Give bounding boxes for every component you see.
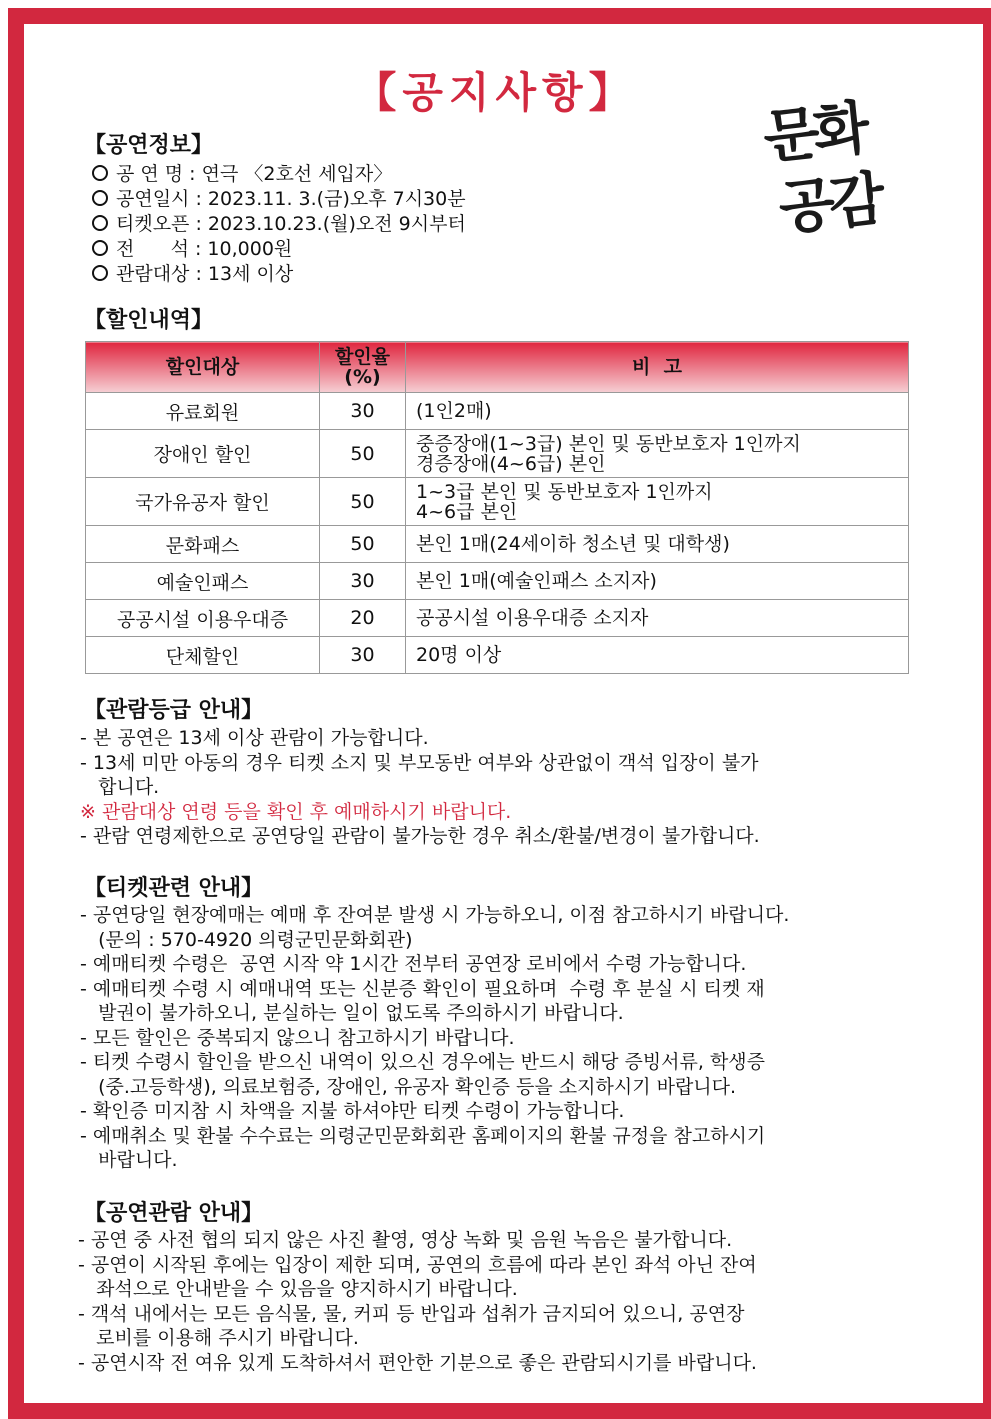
header-rate: 할인율 (%)	[320, 342, 406, 393]
table-row	[86, 393, 909, 430]
cell-note: 1~3급 본인 및 동반보호자 1인까지 4~6급 본인	[406, 478, 909, 526]
circle-bullet-icon	[92, 265, 108, 281]
table-row	[86, 526, 909, 563]
list-item: - 객석 내에서는 모든 음식물, 물, 커피 등 반입과 섭취가 금지되어 있으니, 공연장	[78, 1302, 745, 1325]
cell-note: (1인2매)	[406, 393, 909, 430]
list-item: - 예매취소 및 환불 수수료는 의령군민문화회관 홈페이지의 환불 규정을 참고하시기	[80, 1124, 766, 1147]
list-item: 좌석으로 안내받을 수 있음을 양지하시기 바랍니다.	[78, 1278, 518, 1300]
cell-target: 유료회원	[86, 393, 320, 430]
cell-target: 문화패스	[86, 526, 320, 563]
cell-target: 장애인 할인	[86, 430, 320, 478]
table-row	[86, 430, 909, 478]
list-item: - 공연 중 사전 협의 되지 않은 사진 촬영, 영상 녹화 및 음원 녹음은 불가합니다.	[78, 1229, 733, 1251]
discount-table	[85, 341, 909, 674]
cell-rate: 20	[320, 600, 406, 637]
calligraphy-logo	[760, 91, 886, 262]
circle-bullet-icon	[92, 215, 108, 231]
table-row	[86, 600, 909, 637]
cell-rate: 30	[320, 393, 406, 430]
list-item: - 예매티켓 수령은 공연 시작 약 1시간 전부터 공연장 로비에서 수령 가능합니다.	[80, 953, 747, 975]
cell-note: 공공시설 이용우대증 소지자	[406, 600, 909, 637]
table-header-row	[86, 342, 909, 393]
list-item: - 예매티켓 수령 시 예매내역 또는 신분증 확인이 필요하며 수령 후 분실 시 티켓 재	[80, 977, 765, 1000]
cell-target: 예술인패스	[86, 563, 320, 600]
table-row	[86, 563, 909, 600]
list-item: (문의 : 570-4920 의령군민문화회관)	[80, 928, 413, 951]
cell-rate: 30	[320, 637, 406, 674]
rating-list	[80, 726, 920, 849]
list-item: 바랍니다.	[80, 1149, 178, 1171]
list-item: 발권이 불가하오니, 분실하는 일이 없도록 주의하시기 바랍니다.	[80, 1002, 624, 1024]
viewing-heading: 【공연관람 안내】	[84, 1201, 264, 1226]
list-item: - 티켓 수령시 할인을 받으신 내역이 있으신 경우에는 반드시 해당 증빙서류, 학생증	[80, 1051, 766, 1073]
cell-rate: 30	[320, 563, 406, 600]
logo-line-2: 공감	[775, 164, 883, 243]
info-ticket-open: 티켓오픈 : 2023.10.23.(월)오전 9시부터	[92, 212, 466, 236]
circle-bullet-icon	[92, 190, 108, 206]
list-item: - 본 공연은 13세 이상 관람이 가능합니다.	[80, 727, 429, 749]
logo-line-1: 문화	[760, 93, 867, 172]
ticket-list	[80, 903, 930, 1173]
cell-target: 단체할인	[86, 637, 320, 674]
header-target: 할인대상	[86, 342, 320, 393]
cell-note: 20명 이상	[406, 637, 909, 674]
cell-target: 국가유공자 할인	[86, 478, 320, 526]
list-item: 로비를 이용해 주시기 바랍니다.	[78, 1327, 359, 1349]
list-item: - 관람 연령제한으로 공연당일 관람이 불가능한 경우 취소/환불/변경이 불가합니다.	[80, 825, 760, 847]
list-item: - 모든 할인은 중복되지 않으니 참고하시기 바랍니다.	[80, 1026, 515, 1049]
viewing-list	[78, 1228, 928, 1375]
header-note: 비 고	[406, 342, 909, 393]
circle-bullet-icon	[92, 240, 108, 256]
circle-bullet-icon	[92, 165, 108, 181]
cell-rate: 50	[320, 430, 406, 478]
cell-note: 중증장애(1~3급) 본인 및 동반보호자 1인까지 경증장애(4~6급) 본인	[406, 430, 909, 478]
cell-target: 공공시설 이용우대증	[86, 600, 320, 637]
cell-note: 본인 1매(24세이하 청소년 및 대학생)	[406, 526, 909, 563]
table-row	[86, 478, 909, 526]
table-row	[86, 637, 909, 674]
list-item: (중.고등학생), 의료보험증, 장애인, 유공자 확인증 등을 소지하시기 바랍니다.	[80, 1075, 737, 1098]
performance-info-heading: 【공연정보】	[84, 133, 214, 158]
rating-heading: 【관람등급 안내】	[84, 698, 264, 723]
cell-rate: 50	[320, 526, 406, 563]
list-item: 합니다.	[80, 776, 160, 798]
list-item: - 공연이 시작된 후에는 입장이 제한 되며, 공연의 흐름에 따라 본인 좌석 아닌 잔여	[78, 1253, 757, 1276]
info-date: 공연일시 : 2023.11. 3.(금)오후 7시30분	[92, 187, 466, 211]
info-title: 공 연 명 : 연극 〈2호선 세입자〉	[92, 162, 392, 186]
list-item: - 확인증 미지참 시 차액을 지불 하셔야만 티켓 수령이 가능합니다.	[80, 1100, 625, 1122]
page-title: 【공지사항】	[354, 68, 637, 117]
cell-rate: 50	[320, 478, 406, 526]
ticket-heading: 【티켓관련 안내】	[84, 876, 264, 901]
list-item: - 13세 미만 아동의 경우 티켓 소지 및 부모동반 여부와 상관없이 객석 입장이 불가	[80, 751, 759, 774]
info-price: 전 석 : 10,000원	[92, 237, 292, 261]
discount-heading: 【할인내역】	[84, 308, 214, 333]
age-warning: ※ 관람대상 연령 등을 확인 후 예매하시기 바랍니다.	[80, 800, 512, 823]
list-item: - 공연당일 현장예매는 예매 후 잔여분 발생 시 가능하오니, 이점 참고하시기 바랍니다.	[80, 904, 790, 926]
info-audience: 관람대상 : 13세 이상	[92, 262, 293, 286]
list-item: - 공연시작 전 여유 있게 도착하셔서 편안한 기분으로 좋은 관람되시기를 바랍니다.	[78, 1351, 757, 1374]
cell-note: 본인 1매(예술인패스 소지자)	[406, 563, 909, 600]
